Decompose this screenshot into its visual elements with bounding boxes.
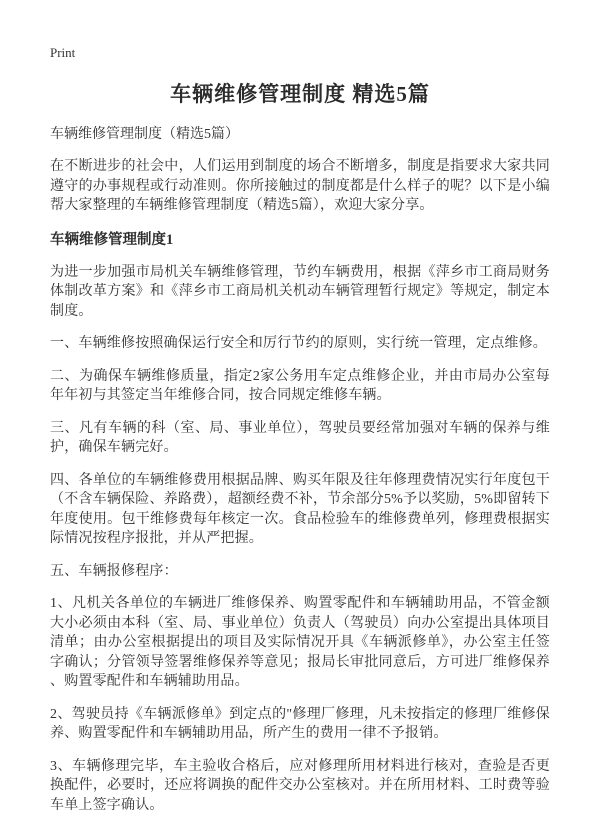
print-link[interactable]: Print xyxy=(50,45,76,60)
intro-paragraph: 在不断进步的社会中，人们运用到制度的场合不断增多，制度是指要求大家共同遵守的办事规程或行动准则。你所接触过的制度都是什么样子的呢？以下是小编帮大家整理的车辆维修管理制度（精选5篇），欢迎大家分享。 xyxy=(50,159,550,213)
page-title: 车辆维修管理制度 精选5篇 xyxy=(170,82,430,106)
paragraph-procedure-1: 1、凡机关各单位的车辆进厂维修保养、购置零配件和车辆辅助用品，不管金额大小必须由本科（室、局、事业单位）负责人（驾驶员）向办公室提出具体项目清单；由办公室根据提出的项目及实际情况开具《车辆派修单》，办公室主任签字确认；分管领导签署维修保养等意见；报局长审批同意后，方可进厂维修保养、购置零配件和车辆辅助用品。 xyxy=(50,596,550,689)
paragraph-rule-3: 三、凡有车辆的科（室、局、事业单位），驾驶员要经常加强对车辆的保养与维护，确保车辆完好。 xyxy=(50,420,550,455)
paragraph-rule-1: 一、车辆维修按照确保运行安全和厉行节约的原则，实行统一管理，定点维修。 xyxy=(50,336,547,351)
paragraph-rule-4: 四、各单位的车辆维修费用根据品牌、购买年限及往年修理费情况实行年度包干（不含车辆保险、养路费），超额经费不补，节余部分5%予以奖励，5%即留转下年度使用。包干维修费每年核定一次。食品检验车的维修费单列，修理费根据实际情况按程序报批，并从严把握。 xyxy=(50,472,550,546)
paragraph-procedure-3: 3、车辆修理完毕，车主验收合格后，应对修理所用材料进行核对，查验是否更换配件，必要时，还应将调换的配件交办公室核对。并在所用材料、工时费等验车单上签字确认。 xyxy=(50,758,550,813)
document-subtitle: 车辆维修管理制度（精选5篇） xyxy=(50,127,239,142)
paragraph-rule-5: 五、车辆报修程序： xyxy=(50,563,178,579)
paragraph-preamble: 为进一步加强市局机关车辆维修管理，节约车辆费用，根据《萍乡市工商局财务体制改革方案》和《萍乡市工商局机关机动车辆管理暂行规定》等规定，制定本制度。 xyxy=(50,264,550,319)
section-heading-1: 车辆维修管理制度1 xyxy=(50,231,174,248)
paragraph-procedure-2: 2、驾驶员持《车辆派修单》到定点的"修理厂修理，凡未按指定的修理厂维修保养、购置零配件和车辆辅助用品，所产生的费用一律不予报销。 xyxy=(50,706,550,741)
paragraph-rule-2: 二、为确保车辆维修质量，指定2家公务用车定点维修企业，并由市局办公室每年年初与其签定当年维修合同，按合同规定维修车辆。 xyxy=(50,368,550,403)
